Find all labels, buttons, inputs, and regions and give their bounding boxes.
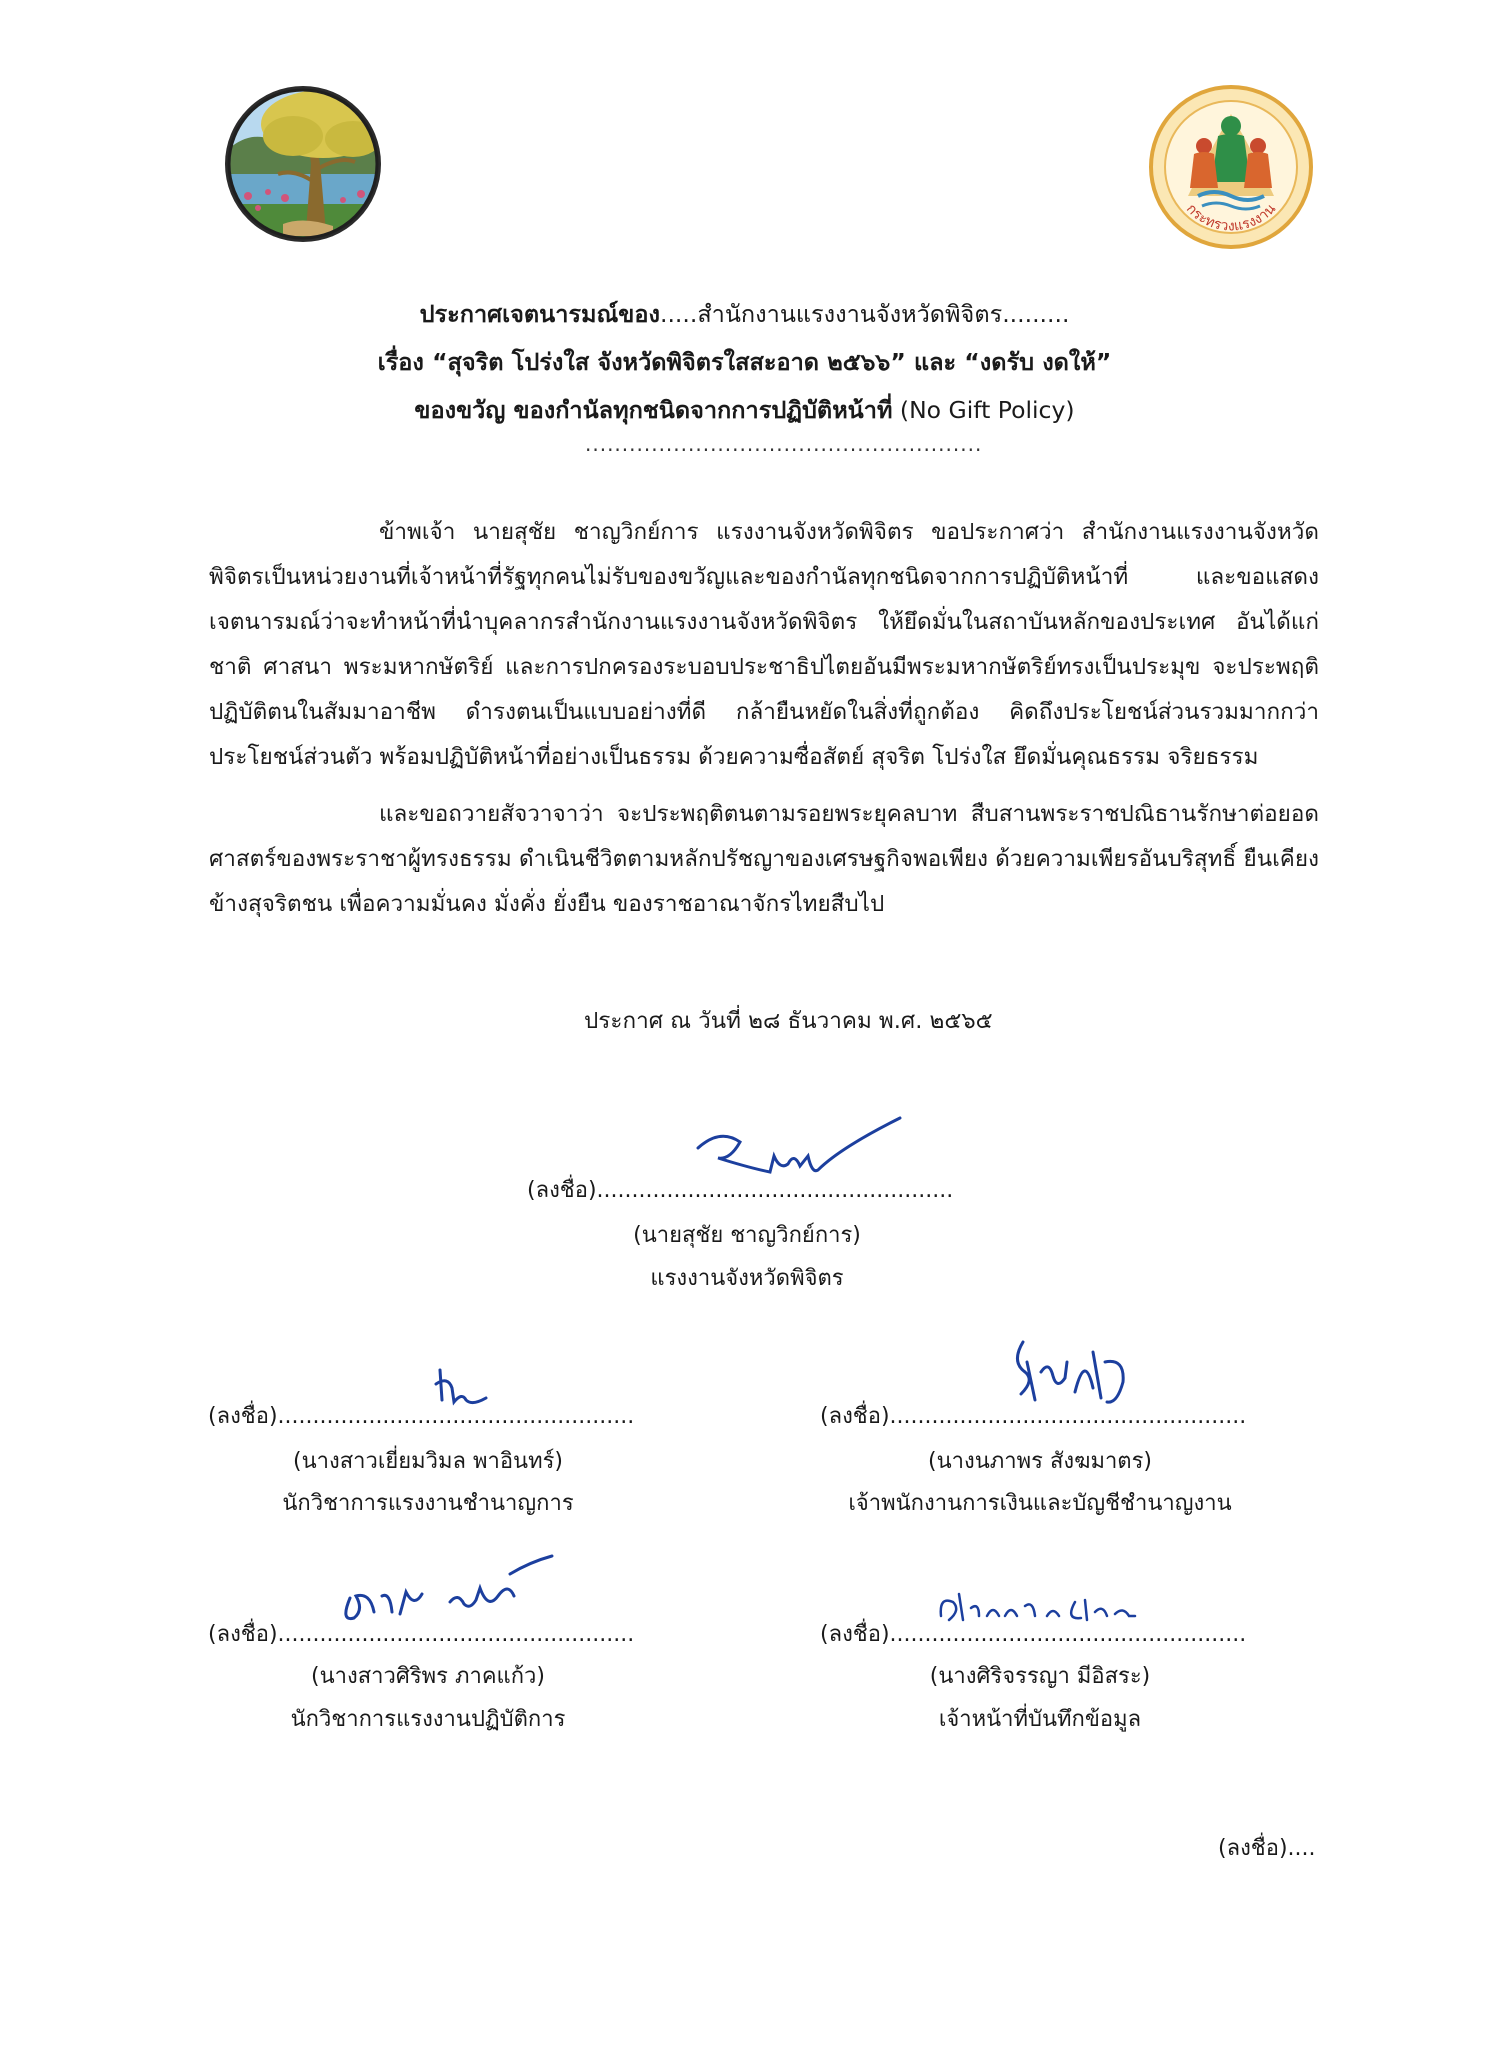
left1-sign-line: (ลงชื่อ)................................................... (208, 1404, 635, 1429)
title-prefix: ประกาศเจตนารมณ์ของ (419, 300, 660, 328)
subject-line-1: เรื่อง “สุจริต โปร่งใส จังหวัดพิจิตรใสสะอาด ๒๕๖๖” และ “งดรับ งดให้” (377, 348, 1112, 376)
title-line-3 (0, 386, 1489, 434)
left2-signer-name: (นางสาวศิริพร ภาคแก้ว) (311, 1664, 545, 1689)
right1-signer-position: เจ้าพนักงานการเงินและบัญชีชำนาญงาน (848, 1491, 1232, 1516)
right1-signer-name: (นางนภาพร สังฆมาตร) (928, 1449, 1152, 1474)
title-line-2 (0, 338, 1489, 386)
date-line: ประกาศ ณ วันที่ ๒๘ ธันวาคม พ.ศ. ๒๕๖๕ (584, 1008, 993, 1034)
left1-signer-name: (นางสาวเยี่ยมวิมล พาอินทร์) (293, 1449, 563, 1474)
right2-signer-name: (นางศิริจรรญา มีอิสระ) (929, 1664, 1151, 1689)
paragraph-2: และขอถวายสัจวาจาว่า จะประพฤติตนตามรอยพระยุคลบาท สืบสานพระราชปณิธานรักษาต่อยอดศาสตร์ของพระราชาผู้ทรงธรรม ดำเนินชีวิตตามหลักปรัชญาของเศรษฐกิจพอเพียง ด้วยความเพียรอันบริสุทธิ์ ยืนเคียงข้างสุจริตชน เพื่อความมั่นคง มั่งคั่ง ยั่งยืน ของราชอาณาจักรไทยสืบไป (209, 801, 1319, 917)
title-org: .....สำนักงานแรงงานจังหวัดพิจิตร......... (659, 300, 1070, 328)
paragraph-1: ข้าพเจ้า นายสุชัย ชาญวิกย์การ แรงงานจังหวัดพิจิตร ขอประกาศว่า สำนักงานแรงงานจังหวัดพิจิตรเป็นหน่วยงานที่เจ้าหน้าที่รัฐทุกคนไม่รับของขวัญและของกำนัลทุกชนิดจากการปฏิบัติหน้าที่ และขอแสดงเจตนารมณ์ว่าจะทำหน้าที่นำบุคลากรสำนักงานแรงงานจังหวัดพิจิตร ให้ยึดมั่นในสถาบันหลักของประเทศ อันได้แก่ ชาติ ศาสนา พระมหากษัตริย์ และการปกครองระบอบประชาธิปไตยอันมีพระมหากษัตริย์ทรงเป็นประมุข จะประพฤติปฏิบัติตนในสัมมาอาชีพ ดำรงตนเป็นแบบอย่างที่ดี กล้ายืนหยัดในสิ่งที่ถูกต้อง คิดถึงประโยชน์ส่วนรวมมากกว่าประโยชน์ส่วนตัว พร้อมปฏิบัติหน้าที่อย่างเป็นธรรม ด้วยความซื่อสัตย์ สุจริต โปร่งใส ยึดมั่นคุณธรรม จริยธรรม (209, 519, 1319, 770)
title-block (0, 290, 1489, 434)
right1-sign-line: (ลงชื่อ)................................................... (820, 1404, 1247, 1429)
main-signature-mark (690, 1108, 910, 1198)
left2-signer-position: นักวิชาการแรงงานปฏิบัติการ (290, 1707, 566, 1732)
left2-signature-mark (330, 1552, 560, 1632)
seal-right-caption: กระทรวงแรงงาน (1182, 200, 1280, 235)
body-text (209, 510, 1319, 939)
main-sign-line: (ลงชื่อ)................................................... (527, 1178, 954, 1203)
right2-signer-position: เจ้าหน้าที่บันทึกข้อมูล (938, 1707, 1142, 1732)
subject-line-2-normal: (No Gift Policy) (892, 396, 1075, 424)
pichit-province-seal-icon (223, 84, 383, 244)
title-line-1 (0, 290, 1489, 338)
left2-sign-line: (ลงชื่อ)................................................... (208, 1622, 635, 1647)
right2-sign-line: (ลงชื่อ)................................................... (820, 1622, 1247, 1647)
ministry-of-labour-seal-icon (1148, 84, 1314, 250)
main-signer-position: แรงงานจังหวัดพิจิตร (650, 1266, 844, 1291)
right1-signature-mark (1005, 1332, 1145, 1412)
main-signer-name: (นายสุชัย ชาญวิกย์การ) (633, 1223, 861, 1248)
right2-signature-mark (935, 1586, 1165, 1636)
left1-signer-position: นักวิชาการแรงงานชำนาญการ (282, 1491, 574, 1516)
title-divider: ...................................................... (585, 432, 983, 456)
trailing-sign-line: (ลงชื่อ).... (1218, 1836, 1316, 1861)
subject-line-2-bold: ของขวัญ ของกำนัลทุกชนิดจากการปฏิบัติหน้าที่ (414, 396, 893, 424)
left1-signature-mark (432, 1362, 492, 1412)
